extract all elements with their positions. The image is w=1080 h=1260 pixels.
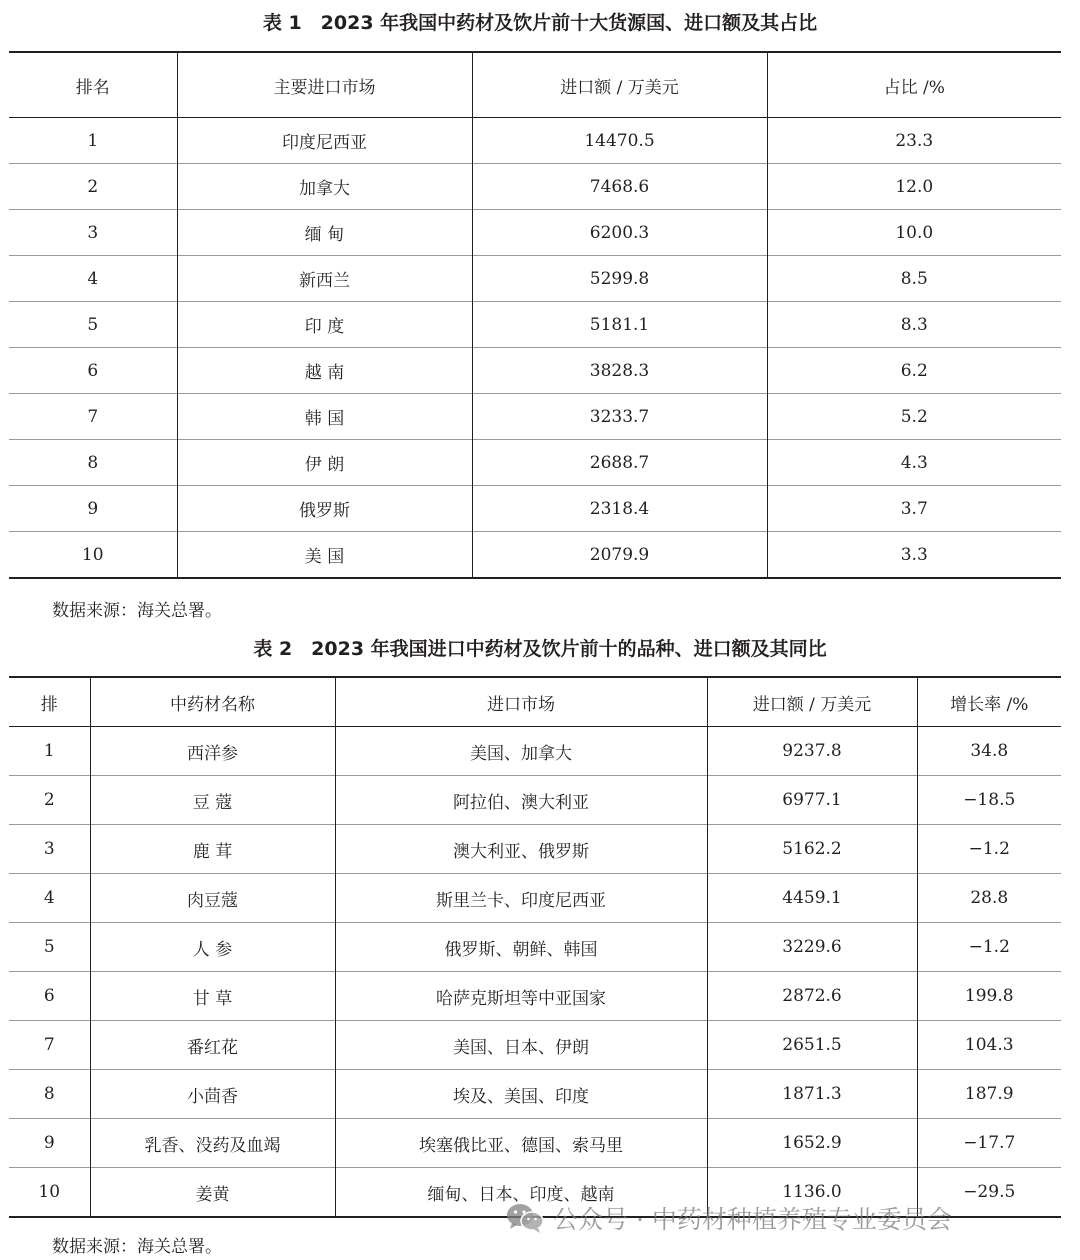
cell-growth-rate: 34.8 — [917, 727, 1061, 776]
cell-rank: 6 — [9, 972, 90, 1021]
cell-import-market: 斯里兰卡、印度尼西亚 — [335, 874, 707, 923]
cell-rank: 5 — [9, 302, 177, 348]
cell-import-market: 俄罗斯、朝鲜、韩国 — [335, 923, 707, 972]
cell-share: 12.0 — [767, 164, 1061, 210]
cell-share: 10.0 — [767, 210, 1061, 256]
table-row — [9, 486, 1061, 532]
cell-share: 3.3 — [767, 532, 1061, 579]
table-row — [9, 1070, 1061, 1119]
table-row — [9, 923, 1061, 972]
table-row — [9, 1021, 1061, 1070]
cell-rank: 3 — [9, 210, 177, 256]
cell-rank: 3 — [9, 825, 90, 874]
cell-import-value: 1136.0 — [707, 1168, 917, 1218]
cell-herb-name: 人 参 — [90, 923, 335, 972]
cell-market: 缅 甸 — [177, 210, 472, 256]
header-share: 占比 /% — [767, 52, 1061, 118]
cell-market: 美 国 — [177, 532, 472, 579]
import-varieties-table — [9, 676, 1061, 1218]
table2-source-note: 数据来源：海关总署。 — [52, 1237, 222, 1257]
cell-import-value: 3828.3 — [472, 348, 767, 394]
table-row — [9, 118, 1061, 164]
cell-herb-name: 姜黄 — [90, 1168, 335, 1218]
cell-rank: 1 — [87, 130, 99, 151]
cell-rank: 8 — [9, 440, 177, 486]
cell-growth-rate: −1.2 — [917, 923, 1061, 972]
cell-growth-rate: −18.5 — [917, 776, 1061, 825]
table-row — [9, 972, 1061, 1021]
table-row — [9, 256, 1061, 302]
cell-growth-rate: 187.9 — [917, 1070, 1061, 1119]
cell-import-value: 5181.1 — [472, 302, 767, 348]
cell-rank: 2 — [9, 776, 90, 825]
cell-import-value: 6200.3 — [472, 210, 767, 256]
cell-import-value: 1652.9 — [707, 1119, 917, 1168]
cell-import-value: 9237.8 — [707, 727, 917, 776]
cell-rank: 9 — [9, 1119, 90, 1168]
wechat-watermark — [505, 1200, 952, 1236]
cell-rank: 10 — [9, 532, 177, 579]
cell-rank: 5 — [9, 923, 90, 972]
cell-herb-name: 番红花 — [90, 1021, 335, 1070]
cell-rank: 9 — [9, 486, 177, 532]
table-row — [9, 394, 1061, 440]
cell-import-value: 1871.3 — [707, 1070, 917, 1119]
table-row — [9, 776, 1061, 825]
import-sources-table — [9, 51, 1061, 579]
cell-import-market: 阿拉伯、澳大利亚 — [335, 776, 707, 825]
table-row — [9, 532, 1061, 579]
header-herb-name: 中药材名称 — [90, 677, 335, 727]
table-row — [9, 348, 1061, 394]
cell-rank: 8 — [9, 1070, 90, 1119]
header-import-value: 进口额 / 万美元 — [472, 52, 767, 118]
cell-growth-rate: 104.3 — [917, 1021, 1061, 1070]
header-growth-rate: 增长率 /% — [917, 677, 1061, 727]
cell-herb-name: 甘 草 — [90, 972, 335, 1021]
cell-rank: 4 — [9, 874, 90, 923]
table1-source-note: 数据来源：海关总署。 — [52, 601, 222, 621]
cell-growth-rate: −29.5 — [917, 1168, 1061, 1218]
cell-import-market: 美国、加拿大 — [335, 727, 707, 776]
cell-import-value: 3233.7 — [472, 394, 767, 440]
header-import-value: 进口额 / 万美元 — [707, 677, 917, 727]
cell-import-value: 6977.1 — [707, 776, 917, 825]
cell-import-market: 埃及、美国、印度 — [335, 1070, 707, 1119]
wechat-icon — [505, 1202, 545, 1234]
cell-share: 3.7 — [767, 486, 1061, 532]
table-row — [9, 727, 1061, 776]
cell-rank: 6 — [9, 348, 177, 394]
cell-share: 8.3 — [767, 302, 1061, 348]
cell-import-value: 2079.9 — [472, 532, 767, 579]
cell-import-market: 哈萨克斯坦等中亚国家 — [335, 972, 707, 1021]
cell-rank: 7 — [9, 1021, 90, 1070]
cell-import-value: 2318.4 — [472, 486, 767, 532]
cell-herb-name: 鹿 茸 — [90, 825, 335, 874]
cell-rank: 10 — [9, 1168, 90, 1218]
cell-rank: 2 — [9, 164, 177, 210]
cell-share: 4.3 — [767, 440, 1061, 486]
table-row — [9, 1119, 1061, 1168]
cell-import-value: 7468.6 — [472, 164, 767, 210]
cell-share: 8.5 — [767, 256, 1061, 302]
cell-herb-name: 乳香、没药及血竭 — [90, 1119, 335, 1168]
watermark-text: 公众号 · 中药材种植养殖专业委员会 — [553, 1205, 952, 1234]
cell-import-value: 2651.5 — [707, 1021, 917, 1070]
table-header-row — [9, 52, 1061, 118]
header-rank: 排 — [9, 677, 90, 727]
cell-market: 伊 朗 — [177, 440, 472, 486]
table-header-row — [9, 677, 1061, 727]
cell-share: 6.2 — [767, 348, 1061, 394]
cell-import-value: 5299.8 — [472, 256, 767, 302]
header-rank: 排名 — [9, 52, 177, 118]
cell-market: 印 度 — [177, 302, 472, 348]
cell-share: 5.2 — [767, 394, 1061, 440]
cell-herb-name: 豆 蔻 — [90, 776, 335, 825]
cell-herb-name: 肉豆蔻 — [90, 874, 335, 923]
cell-growth-rate: −17.7 — [917, 1119, 1061, 1168]
table-row — [9, 825, 1061, 874]
cell-import-value: 14470.5 — [472, 118, 767, 164]
cell-market: 俄罗斯 — [177, 486, 472, 532]
cell-import-market: 澳大利亚、俄罗斯 — [335, 825, 707, 874]
cell-market: 印度尼西亚 — [177, 118, 472, 164]
table1-caption: 表 1 2023 年我国中药材及饮片前十大货源国、进口额及其占比 — [262, 12, 818, 34]
cell-growth-rate: −1.2 — [917, 825, 1061, 874]
cell-rank: 1 — [43, 741, 55, 761]
header-market: 主要进口市场 — [177, 52, 472, 118]
cell-import-value: 4459.1 — [707, 874, 917, 923]
cell-import-value: 2872.6 — [707, 972, 917, 1021]
cell-market: 韩 国 — [177, 394, 472, 440]
table2-caption: 表 2 2023 年我国进口中药材及饮片前十的品种、进口额及其同比 — [253, 638, 827, 660]
table-row — [9, 440, 1061, 486]
header-import-market: 进口市场 — [335, 677, 707, 727]
cell-import-value: 3229.6 — [707, 923, 917, 972]
cell-herb-name: 小茴香 — [90, 1070, 335, 1119]
cell-market: 新西兰 — [177, 256, 472, 302]
cell-import-market: 美国、日本、伊朗 — [335, 1021, 707, 1070]
cell-share: 23.3 — [767, 118, 1061, 164]
cell-herb-name: 西洋参 — [90, 727, 335, 776]
cell-growth-rate: 28.8 — [917, 874, 1061, 923]
table-row — [9, 164, 1061, 210]
cell-import-market: 埃塞俄比亚、德国、索马里 — [335, 1119, 707, 1168]
cell-market: 加拿大 — [177, 164, 472, 210]
table-row — [9, 210, 1061, 256]
cell-rank: 4 — [9, 256, 177, 302]
cell-import-value: 5162.2 — [707, 825, 917, 874]
cell-rank: 7 — [9, 394, 177, 440]
table-row — [9, 874, 1061, 923]
cell-import-value: 2688.7 — [472, 440, 767, 486]
table-row — [9, 302, 1061, 348]
cell-import-market: 缅甸、日本、印度、越南 — [335, 1168, 707, 1218]
cell-market: 越 南 — [177, 348, 472, 394]
cell-growth-rate: 199.8 — [917, 972, 1061, 1021]
